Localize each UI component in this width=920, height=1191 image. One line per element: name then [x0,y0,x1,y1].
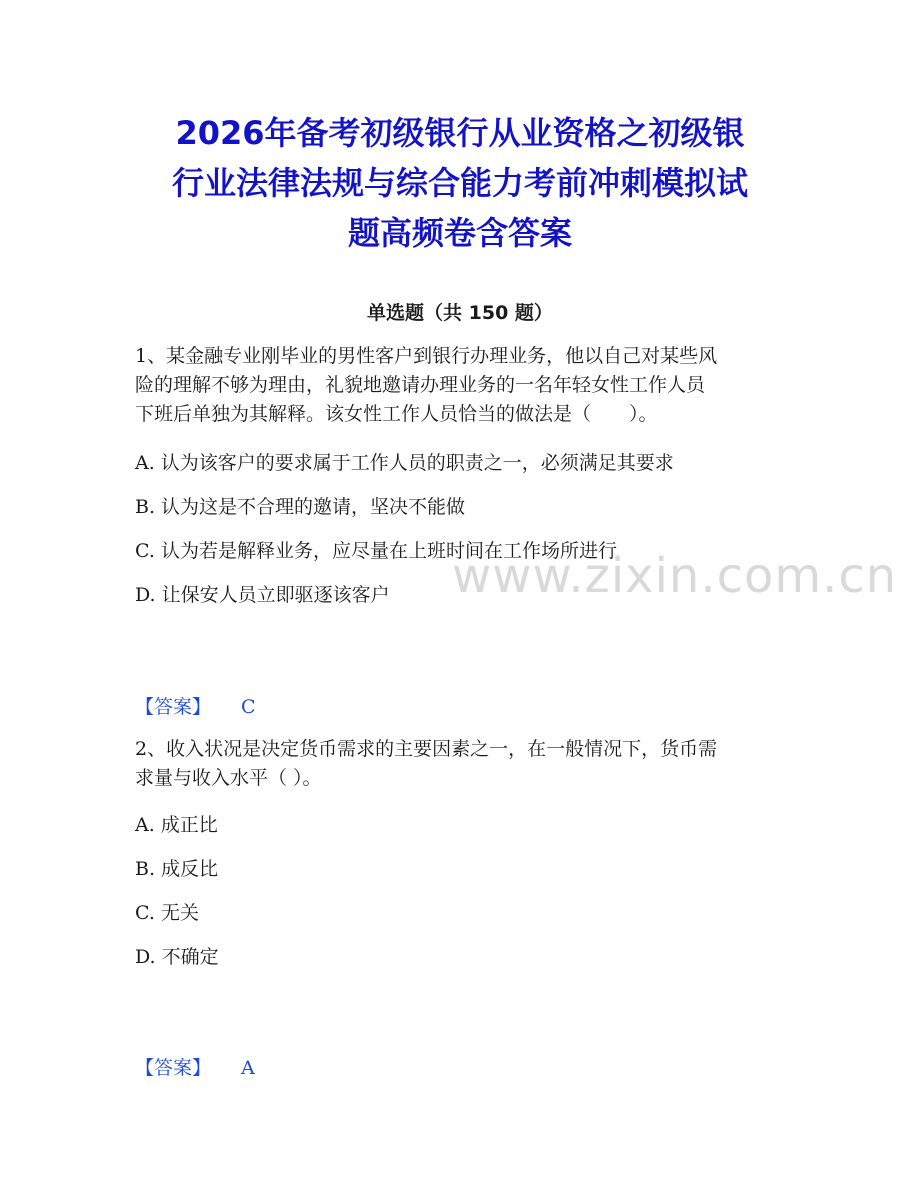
question-1-option-c: C. 认为若是解释业务，应尽量在上班时间在工作场所进行 [135,540,617,562]
question-1-line-3: 下班后单独为其解释。该女性工作人员恰当的做法是（ ）。 [135,403,658,425]
question-1-line-2: 险的理解不够为理由，礼貌地邀请办理业务的一名年轻女性工作人员 [135,374,706,396]
question-1-text [135,342,795,429]
title-line-3: 题高频卷含答案 [347,214,572,252]
question-2-option-a: A. 成正比 [135,814,218,836]
question-1-option-a: A. 认为该客户的要求属于工作人员的职责之一，必须满足其要求 [135,452,674,474]
question-1-answer [135,692,256,719]
question-1-option-d: D. 让保安人员立即驱逐该客户 [135,584,390,606]
question-1-option-b: B. 认为这是不合理的邀请，坚决不能做 [135,496,466,518]
section-heading: 单选题（共 150 题） [367,302,553,324]
answer-value: C [241,696,256,718]
question-2-line-2: 求量与收入水平（ ）。 [135,767,322,789]
question-1-line-1: 1、某金融专业刚毕业的男性客户到银行办理业务，他以自己对某些风 [135,345,718,367]
question-2-option-c: C. 无关 [135,902,199,924]
title-line-1: 2026年备考初级银行从业资格之初级银 [175,114,745,152]
question-2-option-d: D. 不确定 [135,946,219,968]
answer-label: 【答案】 [135,1057,212,1079]
title-line-2: 行业法律法规与综合能力考前冲刺模拟试 [171,164,748,202]
answer-value: A [241,1057,255,1079]
question-2-answer [135,1053,255,1080]
question-2-line-1: 2、收入状况是决定货币需求的主要因素之一，在一般情况下，货币需 [135,738,718,760]
watermark: www.zixin.com.cn [452,548,898,604]
answer-label: 【答案】 [135,696,212,718]
question-2-option-b: B. 成反比 [135,858,219,880]
document-title [120,108,800,258]
question-2-text [135,735,795,793]
